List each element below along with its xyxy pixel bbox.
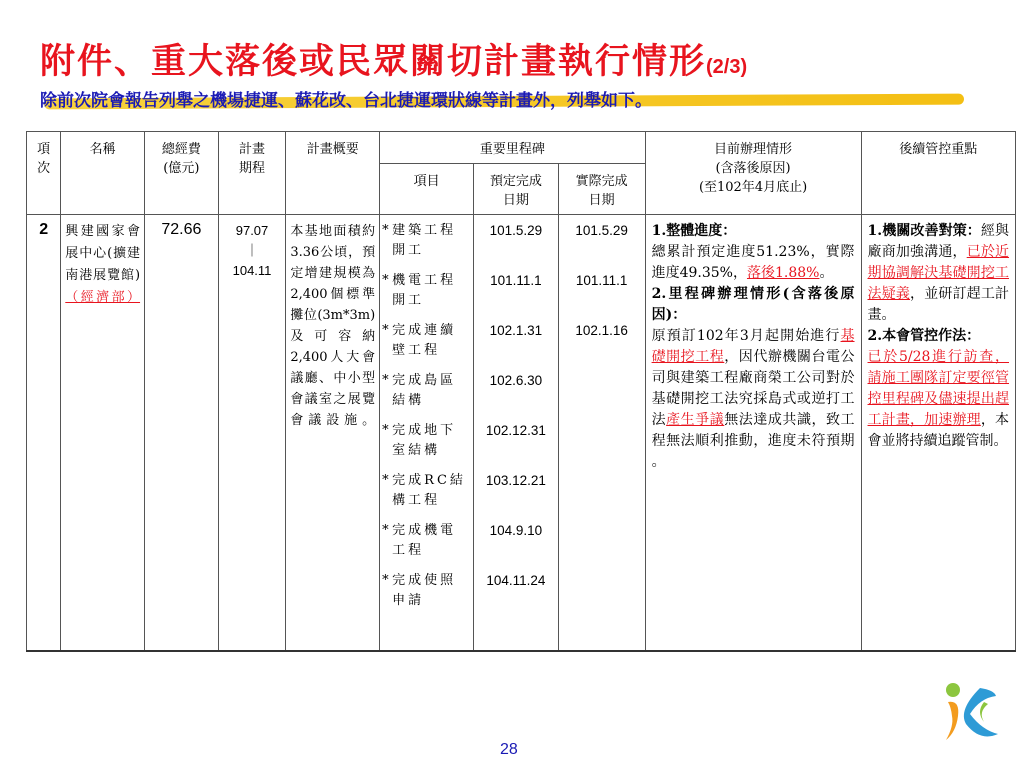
followup-heading-1: 1.機關改善對策： (867, 223, 981, 239)
subtitle: 除前次院會報告列舉之機場捷運、蘇花改、台北捷運環狀線等計畫外，列舉如下。 (40, 91, 652, 111)
header-ms-item: 項目 (380, 164, 474, 215)
planned-date: 102.12.31 (485, 423, 546, 438)
header-status-line1: 目前辦理情形 (714, 142, 793, 157)
milestone-item: * 機電工程開工 (382, 271, 471, 321)
row-name-note: （經濟部） (65, 290, 141, 305)
row-period (218, 215, 286, 651)
title-part: (2/3) (706, 56, 748, 78)
row-summary: 本基地面積約3.36公頃，預定增建規模為2,400個標準攤位(3m*3m)及可容納2,400人大會議廳、中小型會議室之展覽會議設施。 (286, 215, 380, 651)
milestone-item: * 完成使照申請 (382, 571, 471, 621)
slide-title (40, 34, 747, 84)
status-delay-highlight: 落後1.88% (746, 265, 820, 281)
table-row (27, 215, 1016, 651)
followup-heading-2: 2.本會管控作法： (867, 328, 981, 344)
header-summary: 計畫概要 (286, 132, 380, 215)
followup-text: ，本會並將持續追蹤管制。 (867, 412, 1010, 449)
status-paragraph-1 (652, 242, 855, 284)
followup-highlight: 已於近期協調解決基礎開挖工法疑義 (867, 244, 1010, 302)
milestone-item: * 完成RC結構工程 (382, 471, 471, 521)
progress-table (26, 131, 1016, 652)
actual-date: 101.11.1 (575, 273, 628, 288)
row-status (645, 215, 861, 651)
milestone-item-text: 完成島區結構 (392, 373, 457, 408)
header-milestones: 重要里程碑 (380, 132, 645, 164)
row-cost: 72.66 (145, 215, 219, 651)
status-paragraph-2 (652, 326, 855, 473)
row-name (61, 215, 145, 651)
milestone-item-text: 完成RC結構工程 (392, 473, 466, 508)
milestone-item-text: 完成地下室結構 (392, 423, 457, 458)
page-number: 28 (500, 741, 518, 758)
header-row (27, 132, 1016, 164)
milestone-actual-dates (558, 215, 645, 651)
period-end: 104.11 (232, 263, 272, 278)
row-name-main: 興建國家會展中心(擴建南港展覽館) (65, 224, 141, 283)
period-start: 97.07 (235, 223, 269, 238)
status-text: 原預訂102年3月起開始進行 (651, 328, 841, 344)
header-name: 名稱 (61, 132, 145, 215)
header-status-line2: (含落後原因) (715, 161, 791, 176)
milestone-item-text: 建築工程開工 (392, 223, 457, 258)
milestone-items (380, 215, 474, 651)
planned-date: 104.9.10 (489, 523, 543, 538)
followup-text: ，並研訂趕工計畫。 (867, 286, 1010, 323)
status-text: 無法達成共識，致工程無法順利推動，進度未符預期 。 (651, 412, 855, 470)
planned-date: 104.11.24 (486, 573, 546, 588)
header-followup: 後續管控重點 (861, 132, 1015, 215)
milestone-item: * 建築工程開工 (382, 221, 471, 271)
subtitle-block (40, 86, 652, 111)
header-status-line3: (至102年4月底止) (698, 180, 808, 195)
planned-date: 102.6.30 (489, 373, 543, 388)
milestone-item: * 完成地下室結構 (382, 421, 471, 471)
followup-text: 經與廠商加強溝通， (867, 223, 1009, 260)
header-period: 計畫期程 (218, 132, 286, 215)
row-idx: 2 (27, 215, 61, 651)
milestone-item-text: 完成機電工程 (392, 523, 457, 558)
planned-date: 103.12.21 (485, 473, 546, 488)
status-text: 總累計預定進度51.23%，實際進度49.35%， (651, 244, 855, 281)
status-highlight: 產生爭議 (666, 412, 725, 428)
planned-date: 101.11.1 (490, 273, 542, 288)
milestone-item-text: 完成連續壁工程 (392, 323, 457, 358)
milestone-item: * 完成島區結構 (382, 371, 471, 421)
title-text: 附件、重大落後或民眾關切計畫執行情形 (40, 41, 707, 82)
header-cost: 總經費(億元) (145, 132, 219, 215)
followup-paragraph-2 (868, 347, 1009, 452)
followup-highlight: 已於5/28進行訪查，請施工團隊訂定要徑管控里程碑及儘速提出趕工計畫，加速辦理 (867, 349, 1009, 428)
header-ms-actual: 實際完成日期 (558, 164, 645, 215)
milestone-item: * 完成機電工程 (382, 521, 471, 571)
milestone-item-text: 完成使照申請 (392, 573, 457, 608)
planned-date: 101.5.29 (489, 223, 543, 238)
status-text: ，因代辦機關台電公司與建築工程廠商榮工公司對於基礎開挖工法究採島式或逆打工法 (651, 349, 855, 428)
milestone-planned-dates (474, 215, 559, 651)
actual-date: 101.5.29 (575, 223, 628, 238)
status-heading-1: 1.整體進度： (651, 223, 737, 239)
row-followup (861, 215, 1015, 651)
header-idx: 項次 (27, 132, 61, 215)
status-highlight: 基礎開挖工程 (651, 328, 855, 365)
ndc-logo-icon (940, 680, 1000, 750)
milestone-item-text: 機電工程開工 (392, 273, 457, 308)
planned-date: 102.1.31 (489, 323, 543, 338)
header-ms-planned: 預定完成日期 (474, 164, 559, 215)
status-text: 。 (819, 265, 834, 281)
status-heading-2: 2.里程碑辦理情形(含落後原因)： (651, 286, 855, 323)
actual-date: 102.1.16 (575, 323, 628, 338)
period-separator: ｜ (245, 243, 259, 258)
header-status (645, 132, 861, 215)
milestone-item: * 完成連續壁工程 (382, 321, 471, 371)
